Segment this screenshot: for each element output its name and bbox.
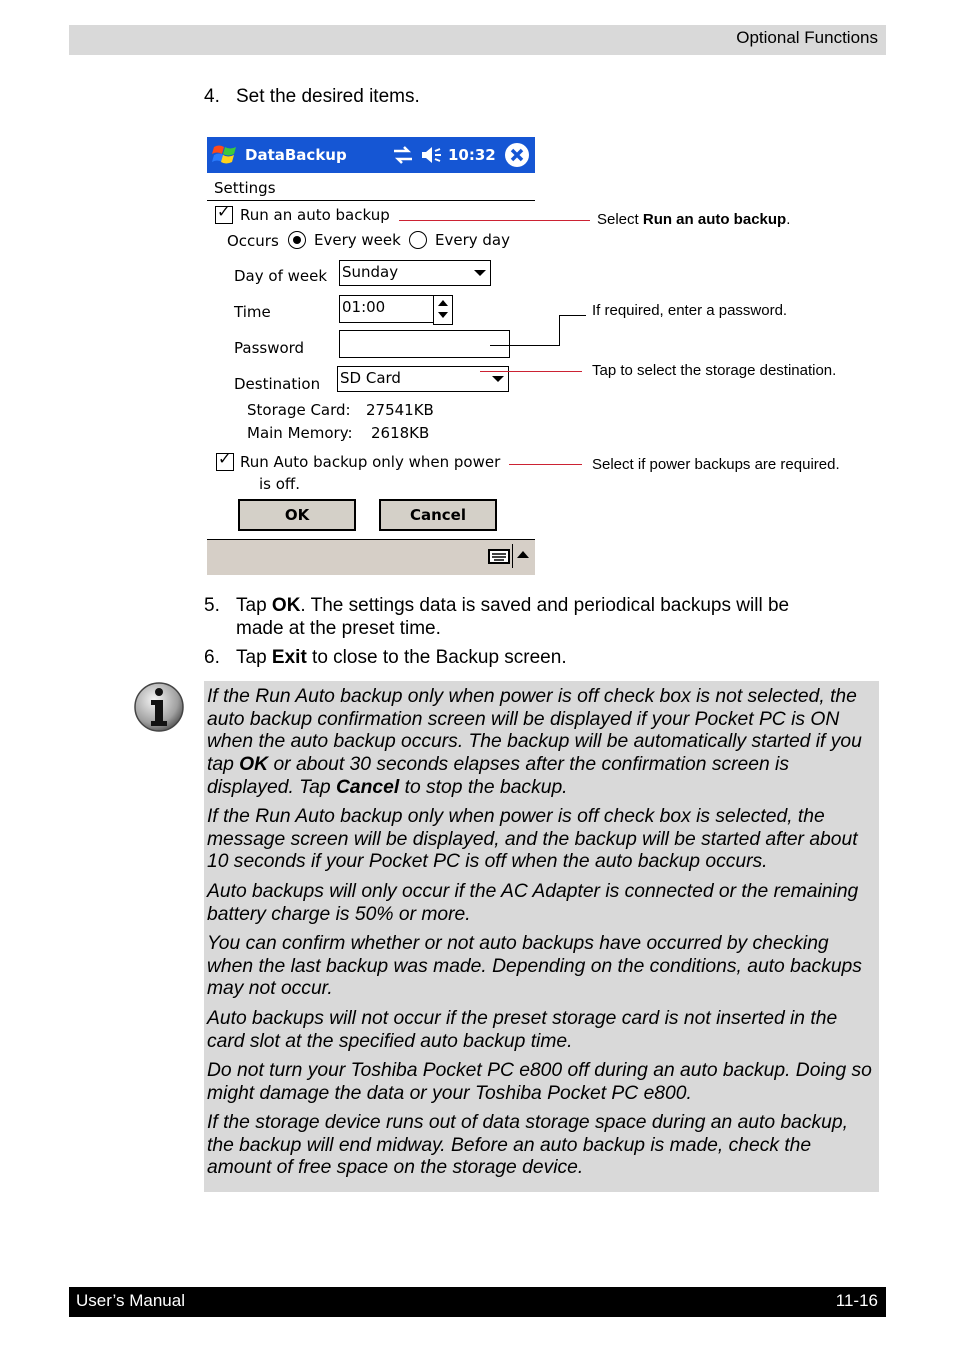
pda-screenshot (207, 137, 535, 574)
note-paragraph-2: If the Run Auto backup only when power is off check box is selected, the message screen will be displayed, and the backup will be started after about 10 seconds if your Pocket PC is off when the auto backup occurs. (207, 806, 858, 873)
step-text-bold: Exit (271, 647, 307, 668)
callout-line-2b (559, 315, 560, 346)
step-6 (204, 646, 884, 670)
day-of-week-value: Sunday (342, 263, 399, 281)
callout-line-3 (480, 371, 582, 372)
storage-card-label: Storage Card: (247, 401, 351, 419)
every-day-radio[interactable] (409, 231, 427, 249)
note-bold: OK (239, 754, 269, 776)
note-text: If the Run Auto backup only when power is off check box is not selected, the auto backup confirmation screen will be displayed if your Pocket PC is ON when the auto backup occurs. The backup will be automatically started if you tap (207, 686, 862, 776)
ok-button[interactable]: OK (238, 499, 356, 531)
callout-line-2c (559, 315, 586, 316)
page-header (69, 25, 886, 55)
storage-card-value: 27541KB (366, 401, 434, 419)
step-text: Set the desired items. (236, 86, 420, 107)
destination-dropdown[interactable] (337, 366, 509, 392)
step-text (236, 646, 567, 669)
step-4 (204, 85, 854, 109)
note-paragraph-1 (207, 686, 875, 800)
footer-left: User’s Manual (76, 1291, 185, 1310)
run-auto-backup-checkbox[interactable] (215, 202, 233, 224)
clock: 10:32 (448, 146, 496, 164)
step-5 (204, 594, 884, 642)
note-paragraph-3: Auto backups will only occur if the AC Adapter is connected or the remaining battery charge is 50% or more. (207, 881, 859, 925)
windows-start-icon[interactable] (211, 142, 239, 168)
power-off-label-line1: Run Auto backup only when power (240, 453, 501, 471)
chevron-up-icon[interactable] (517, 550, 529, 560)
note-text: or about 30 seconds elapses after the confirmation screen is displayed. Tap (207, 754, 789, 798)
callout-run-auto-backup (597, 211, 790, 228)
power-off-label-line2: is off. (259, 475, 301, 493)
run-auto-backup-label: Run an auto backup (240, 206, 390, 224)
page-number: 11-16 (835, 1291, 878, 1310)
callout-power-backups: Select if power backups are required. (592, 456, 840, 473)
settings-label: Settings (214, 179, 276, 197)
callout-password: If required, enter a password. (592, 302, 788, 319)
connectivity-icon[interactable] (392, 146, 414, 164)
destination-label: Destination (234, 375, 321, 393)
main-memory-value: 2618KB (371, 424, 430, 442)
time-input[interactable] (339, 295, 453, 323)
callout-bold: Run an auto backup (642, 211, 787, 228)
note-box (204, 681, 879, 1192)
cancel-button[interactable]: Cancel (379, 499, 497, 531)
stepper-up-icon[interactable] (438, 300, 448, 306)
step-text-post: . The settings data is saved and periodical backups will be (300, 595, 790, 616)
speaker-icon[interactable] (420, 145, 444, 165)
password-label: Password (234, 339, 305, 357)
callout-line-4 (509, 464, 582, 465)
bar-divider (512, 544, 513, 568)
power-off-checkbox[interactable] (216, 449, 234, 471)
stepper-down-icon[interactable] (438, 312, 448, 318)
day-of-week-label: Day of week (234, 267, 328, 285)
note-paragraph-7: If the storage device runs out of data storage space during an auto backup, the backup will end midway. Before an auto backup is made, check the amount of free space on the storage device. (207, 1112, 848, 1179)
step-text-post: to close to the Backup screen. (306, 647, 567, 668)
step-text-bold: OK (271, 595, 301, 616)
header-title: Optional Functions (736, 28, 878, 47)
settings-divider (207, 200, 535, 201)
occurs-label: Occurs (227, 232, 279, 250)
callout-text: Select (597, 211, 643, 228)
step-text-pre: Tap (236, 647, 272, 668)
step-number: 5. (204, 595, 220, 616)
note-paragraph-4: You can confirm whether or not auto backups have occurred by checking when the last backup was made. Depending on the conditions, auto backups may not occur. (207, 933, 862, 1000)
note-paragraph-5: Auto backups will not occur if the preset storage card is not inserted in the card slot at the specified auto backup time. (207, 1008, 838, 1052)
main-memory-label: Main Memory: (247, 424, 353, 442)
every-week-label: Every week (314, 231, 401, 249)
step-number: 4. (204, 86, 220, 107)
note-bold: Cancel (336, 776, 400, 798)
chevron-down-icon (474, 270, 486, 276)
step-text (236, 594, 789, 617)
time-value: 01:00 (342, 298, 386, 316)
day-of-week-dropdown[interactable] (339, 260, 491, 286)
note-text: to stop the backup. (399, 776, 568, 798)
destination-value: SD Card (340, 369, 401, 387)
chevron-down-icon (492, 376, 504, 382)
every-week-radio[interactable] (288, 231, 306, 249)
callout-destination: Tap to select the storage destination. (592, 362, 837, 379)
step-number: 6. (204, 647, 220, 668)
password-input[interactable] (339, 330, 510, 358)
check-icon: ✓ (218, 449, 232, 468)
step-text-pre: Tap (236, 595, 272, 616)
callout-line-1 (399, 220, 590, 221)
info-icon (133, 681, 185, 733)
step-text-line2: made at the preset time. (236, 618, 441, 639)
close-icon[interactable] (504, 142, 530, 168)
page-footer (69, 1287, 886, 1317)
input-bar (207, 539, 535, 575)
note-paragraph-6: Do not turn your Toshiba Pocket PC e800 off during an auto backup. Doing so might damage the data or your Toshiba Pocket PC e800. (207, 1060, 872, 1104)
callout-line-2a (490, 345, 560, 346)
every-day-label: Every day (435, 231, 510, 249)
check-icon: ✓ (217, 202, 231, 221)
title-bar (207, 137, 535, 173)
app-title: DataBackup (245, 146, 347, 164)
time-label: Time (234, 303, 271, 321)
keyboard-icon[interactable] (488, 546, 510, 566)
callout-text: . (786, 211, 791, 228)
time-stepper[interactable] (433, 295, 453, 325)
